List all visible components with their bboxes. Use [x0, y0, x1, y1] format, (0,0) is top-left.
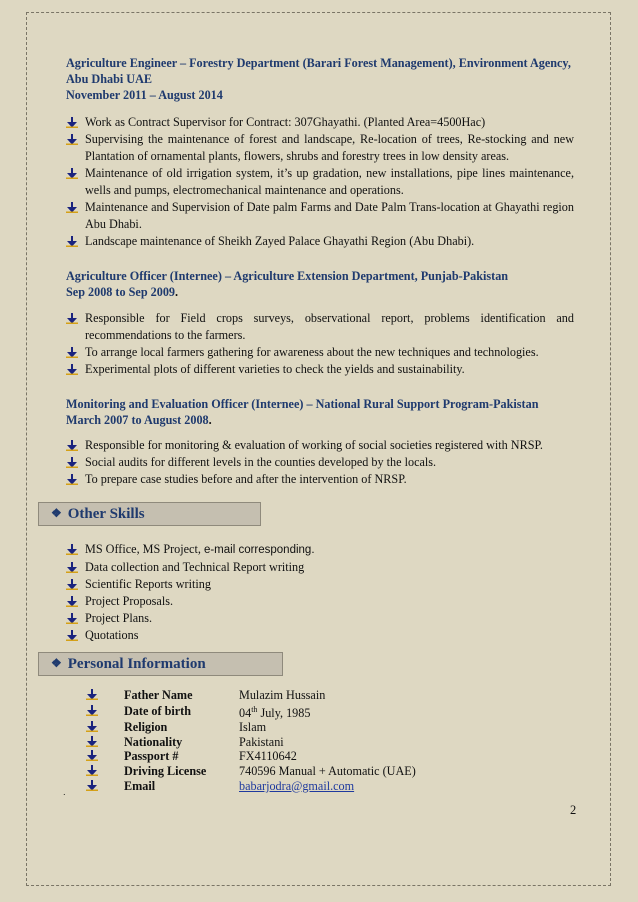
table-row — [86, 720, 416, 735]
down-arrow-icon — [86, 721, 98, 732]
table-row — [86, 749, 416, 764]
list-item: Supervising the maintenance of forest and landscape, Re-location of trees, Re-stocking and new Plantation of ornamental plants, flowers, shrubs and forestry trees in low density areas. — [66, 131, 574, 165]
job-duties-list — [66, 310, 574, 378]
down-arrow-icon — [66, 236, 78, 247]
religion-value: Islam — [239, 720, 267, 735]
job-dates: Sep 2008 to Sep 2009. — [66, 285, 179, 299]
down-arrow-icon — [66, 613, 78, 624]
skills-list — [66, 541, 574, 644]
down-arrow-icon — [66, 168, 78, 179]
job-heading — [66, 55, 586, 103]
stray-mark: . — [63, 788, 66, 797]
job-title: Agriculture Engineer – Forestry Department (Barari Forest Management), Environment Agency, Abu Dhabi UAE — [66, 56, 571, 86]
down-arrow-icon — [66, 364, 78, 375]
driving-license-label: Driving License — [124, 764, 207, 779]
list-item: Social audits for different levels in the counties developed by the locals. — [66, 454, 574, 471]
down-arrow-icon — [66, 117, 78, 128]
nationality-label: Nationality — [124, 734, 183, 749]
down-arrow-icon — [66, 313, 78, 324]
down-arrow-icon — [66, 596, 78, 607]
personal-info-table — [86, 688, 416, 793]
list-item: Project Proposals. — [66, 593, 574, 610]
down-arrow-icon — [86, 765, 98, 776]
down-arrow-icon — [86, 736, 98, 747]
list-item: Quotations — [66, 627, 574, 644]
job-title: Monitoring and Evaluation Officer (Internee) – National Rural Support Program-Pakistan — [66, 397, 539, 411]
down-arrow-icon — [86, 689, 98, 700]
diamond-icon: ❖ — [51, 656, 62, 670]
down-arrow-icon — [66, 474, 78, 485]
table-row — [86, 764, 416, 779]
table-row — [86, 688, 416, 703]
down-arrow-icon — [66, 457, 78, 468]
down-arrow-icon — [86, 705, 98, 716]
list-item: Maintenance of old irrigation system, it’s up gradation, new installations, pipe lines maintenance, wells and pumps, electromechanical maintenance and operations. — [66, 165, 574, 199]
list-item: Responsible for monitoring & evaluation of working of social societies registered with NRSP. — [66, 437, 574, 454]
father-name-value: Mulazim Hussain — [239, 688, 326, 702]
table-row — [86, 735, 416, 750]
nationality-value: Pakistani — [239, 734, 284, 749]
list-item: Landscape maintenance of Sheikh Zayed Palace Ghayathi Region (Abu Dhabi). — [66, 233, 574, 250]
list-item: Maintenance and Supervision of Date palm Farms and Date Palm Trans-location at Ghayathi region Abu Dhabi. — [66, 199, 574, 233]
page-number: 2 — [570, 803, 577, 817]
diamond-icon: ❖ — [51, 506, 62, 520]
driving-license-value: 740596 Manual + Automatic (UAE) — [239, 764, 416, 779]
list-item: Responsible for Field crops surveys, observational report, problems identification and recommendations to the farmers. — [66, 310, 574, 344]
job-heading — [66, 268, 586, 300]
job-duties-list — [66, 114, 574, 250]
list-item: MS Office, MS Project, e-mail corresponding. — [66, 541, 574, 559]
list-item: To prepare case studies before and after the intervention of NRSP. — [66, 471, 574, 488]
list-item: To arrange local farmers gathering for awareness about the new techniques and technologies. — [66, 344, 574, 361]
list-item: Scientific Reports writing — [66, 576, 574, 593]
table-row — [86, 703, 416, 721]
job-heading — [66, 396, 586, 428]
down-arrow-icon — [86, 750, 98, 761]
down-arrow-icon — [66, 579, 78, 590]
down-arrow-icon — [66, 544, 78, 555]
section-heading-other-skills: ❖ Other Skills — [38, 502, 261, 526]
list-item: Work as Contract Supervisor for Contract: 307Ghayathi. (Planted Area=4500Hac) — [66, 114, 574, 131]
email-label: Email — [124, 778, 156, 793]
passport-value: FX4110642 — [239, 749, 297, 764]
dob-label: Date of birth — [124, 704, 192, 719]
father-name-label: Father Name — [124, 688, 193, 702]
list-item: Data collection and Technical Report writing — [66, 559, 574, 576]
down-arrow-icon — [66, 202, 78, 213]
passport-label: Passport # — [124, 749, 179, 764]
job-duties-list — [66, 437, 574, 488]
religion-label: Religion — [124, 720, 168, 735]
table-row — [86, 779, 416, 794]
down-arrow-icon — [66, 134, 78, 145]
job-dates: November 2011 – August 2014 — [66, 88, 223, 102]
section-heading-personal-information: ❖ Personal Information — [38, 652, 283, 676]
down-arrow-icon — [66, 440, 78, 451]
down-arrow-icon — [86, 780, 98, 791]
job-title: Agriculture Officer (Internee) – Agriculture Extension Department, Punjab-Pakistan — [66, 269, 509, 283]
list-item: Project Plans. — [66, 610, 574, 627]
dob-value: 04th July, 1985 — [239, 704, 311, 720]
email-link[interactable]: babarjodra@gmail.com — [239, 778, 355, 793]
down-arrow-icon — [66, 347, 78, 358]
list-item: Experimental plots of different varieties to check the yields and sustainability. — [66, 361, 574, 378]
down-arrow-icon — [66, 562, 78, 573]
down-arrow-icon — [66, 630, 78, 641]
job-dates: March 2007 to August 2008. — [66, 413, 212, 427]
